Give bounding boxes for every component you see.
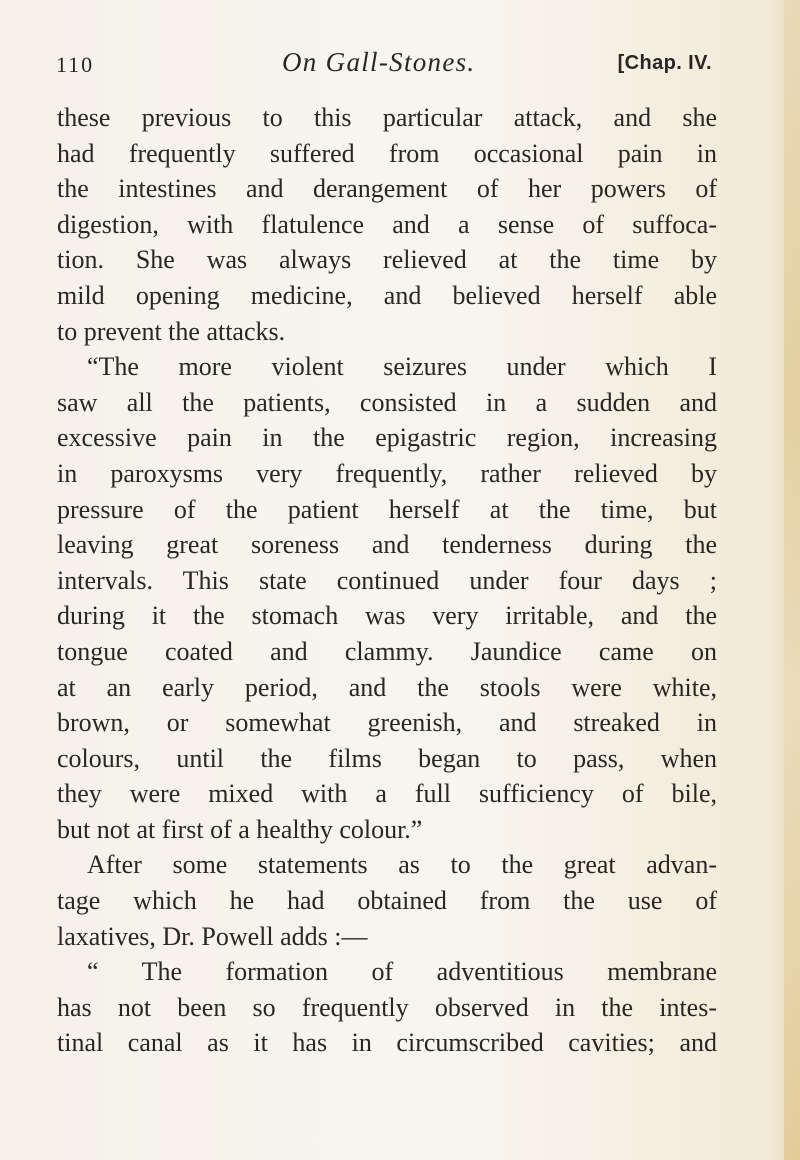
text-line: in paroxysms very frequently, rather relieved by — [57, 458, 717, 488]
text-line: they were mixed with a full sufficiency of bile, — [57, 779, 717, 809]
text-line: these previous to this particular attack, and she — [57, 103, 717, 132]
text-line: tinal canal as it has in circumscribed cavities; and — [57, 1028, 717, 1058]
text-line: leaving great soreness and tenderness during the — [57, 530, 717, 560]
text-line: pressure of the patient herself at the time, but — [57, 494, 717, 524]
text-line: digestion, with flatulence and a sense of suffoca- — [57, 209, 717, 239]
page-number: 110 — [56, 52, 95, 77]
running-head — [56, 44, 712, 84]
text-line: “ The formation of adventitious membrane — [87, 957, 717, 987]
text-line: mild opening medicine, and believed herself able — [57, 280, 717, 310]
text-line: colours, until the films began to pass, when — [57, 743, 717, 773]
text-line: tage which he had obtained from the use of — [57, 886, 717, 916]
book-title: On Gall-Stones. — [282, 47, 476, 77]
text-line: After some statements as to the great advan- — [87, 850, 717, 880]
body-text — [57, 100, 717, 1061]
text-line: during it the stomach was very irritable, and the — [57, 601, 717, 631]
text-line: intervals. This state continued under four days ; — [57, 565, 717, 595]
text-line: to prevent the attacks. — [57, 316, 286, 346]
text-line: “The more violent seizures under which I — [87, 352, 717, 382]
text-line: laxatives, Dr. Powell adds :— — [57, 921, 368, 951]
text-line: had frequently suffered from occasional pain in — [57, 138, 717, 168]
text-line: at an early period, and the stools were white, — [57, 672, 717, 702]
text-line: saw all the patients, consisted in a sudden and — [57, 387, 717, 417]
text-line: excessive pain in the epigastric region, increasing — [57, 423, 717, 453]
text-line: but not at first of a healthy colour.” — [57, 814, 423, 844]
text-line: brown, or somewhat greenish, and streaked in — [57, 708, 717, 738]
text-line: has not been so frequently observed in the intes- — [57, 992, 717, 1022]
chapter-label: [Chap. IV. — [617, 52, 712, 74]
text-line: the intestines and derangement of her powers of — [57, 174, 717, 204]
text-line: tongue coated and clammy. Jaundice came on — [57, 636, 717, 666]
page-edge — [784, 0, 800, 1160]
text-line: tion. She was always relieved at the time by — [57, 245, 717, 275]
